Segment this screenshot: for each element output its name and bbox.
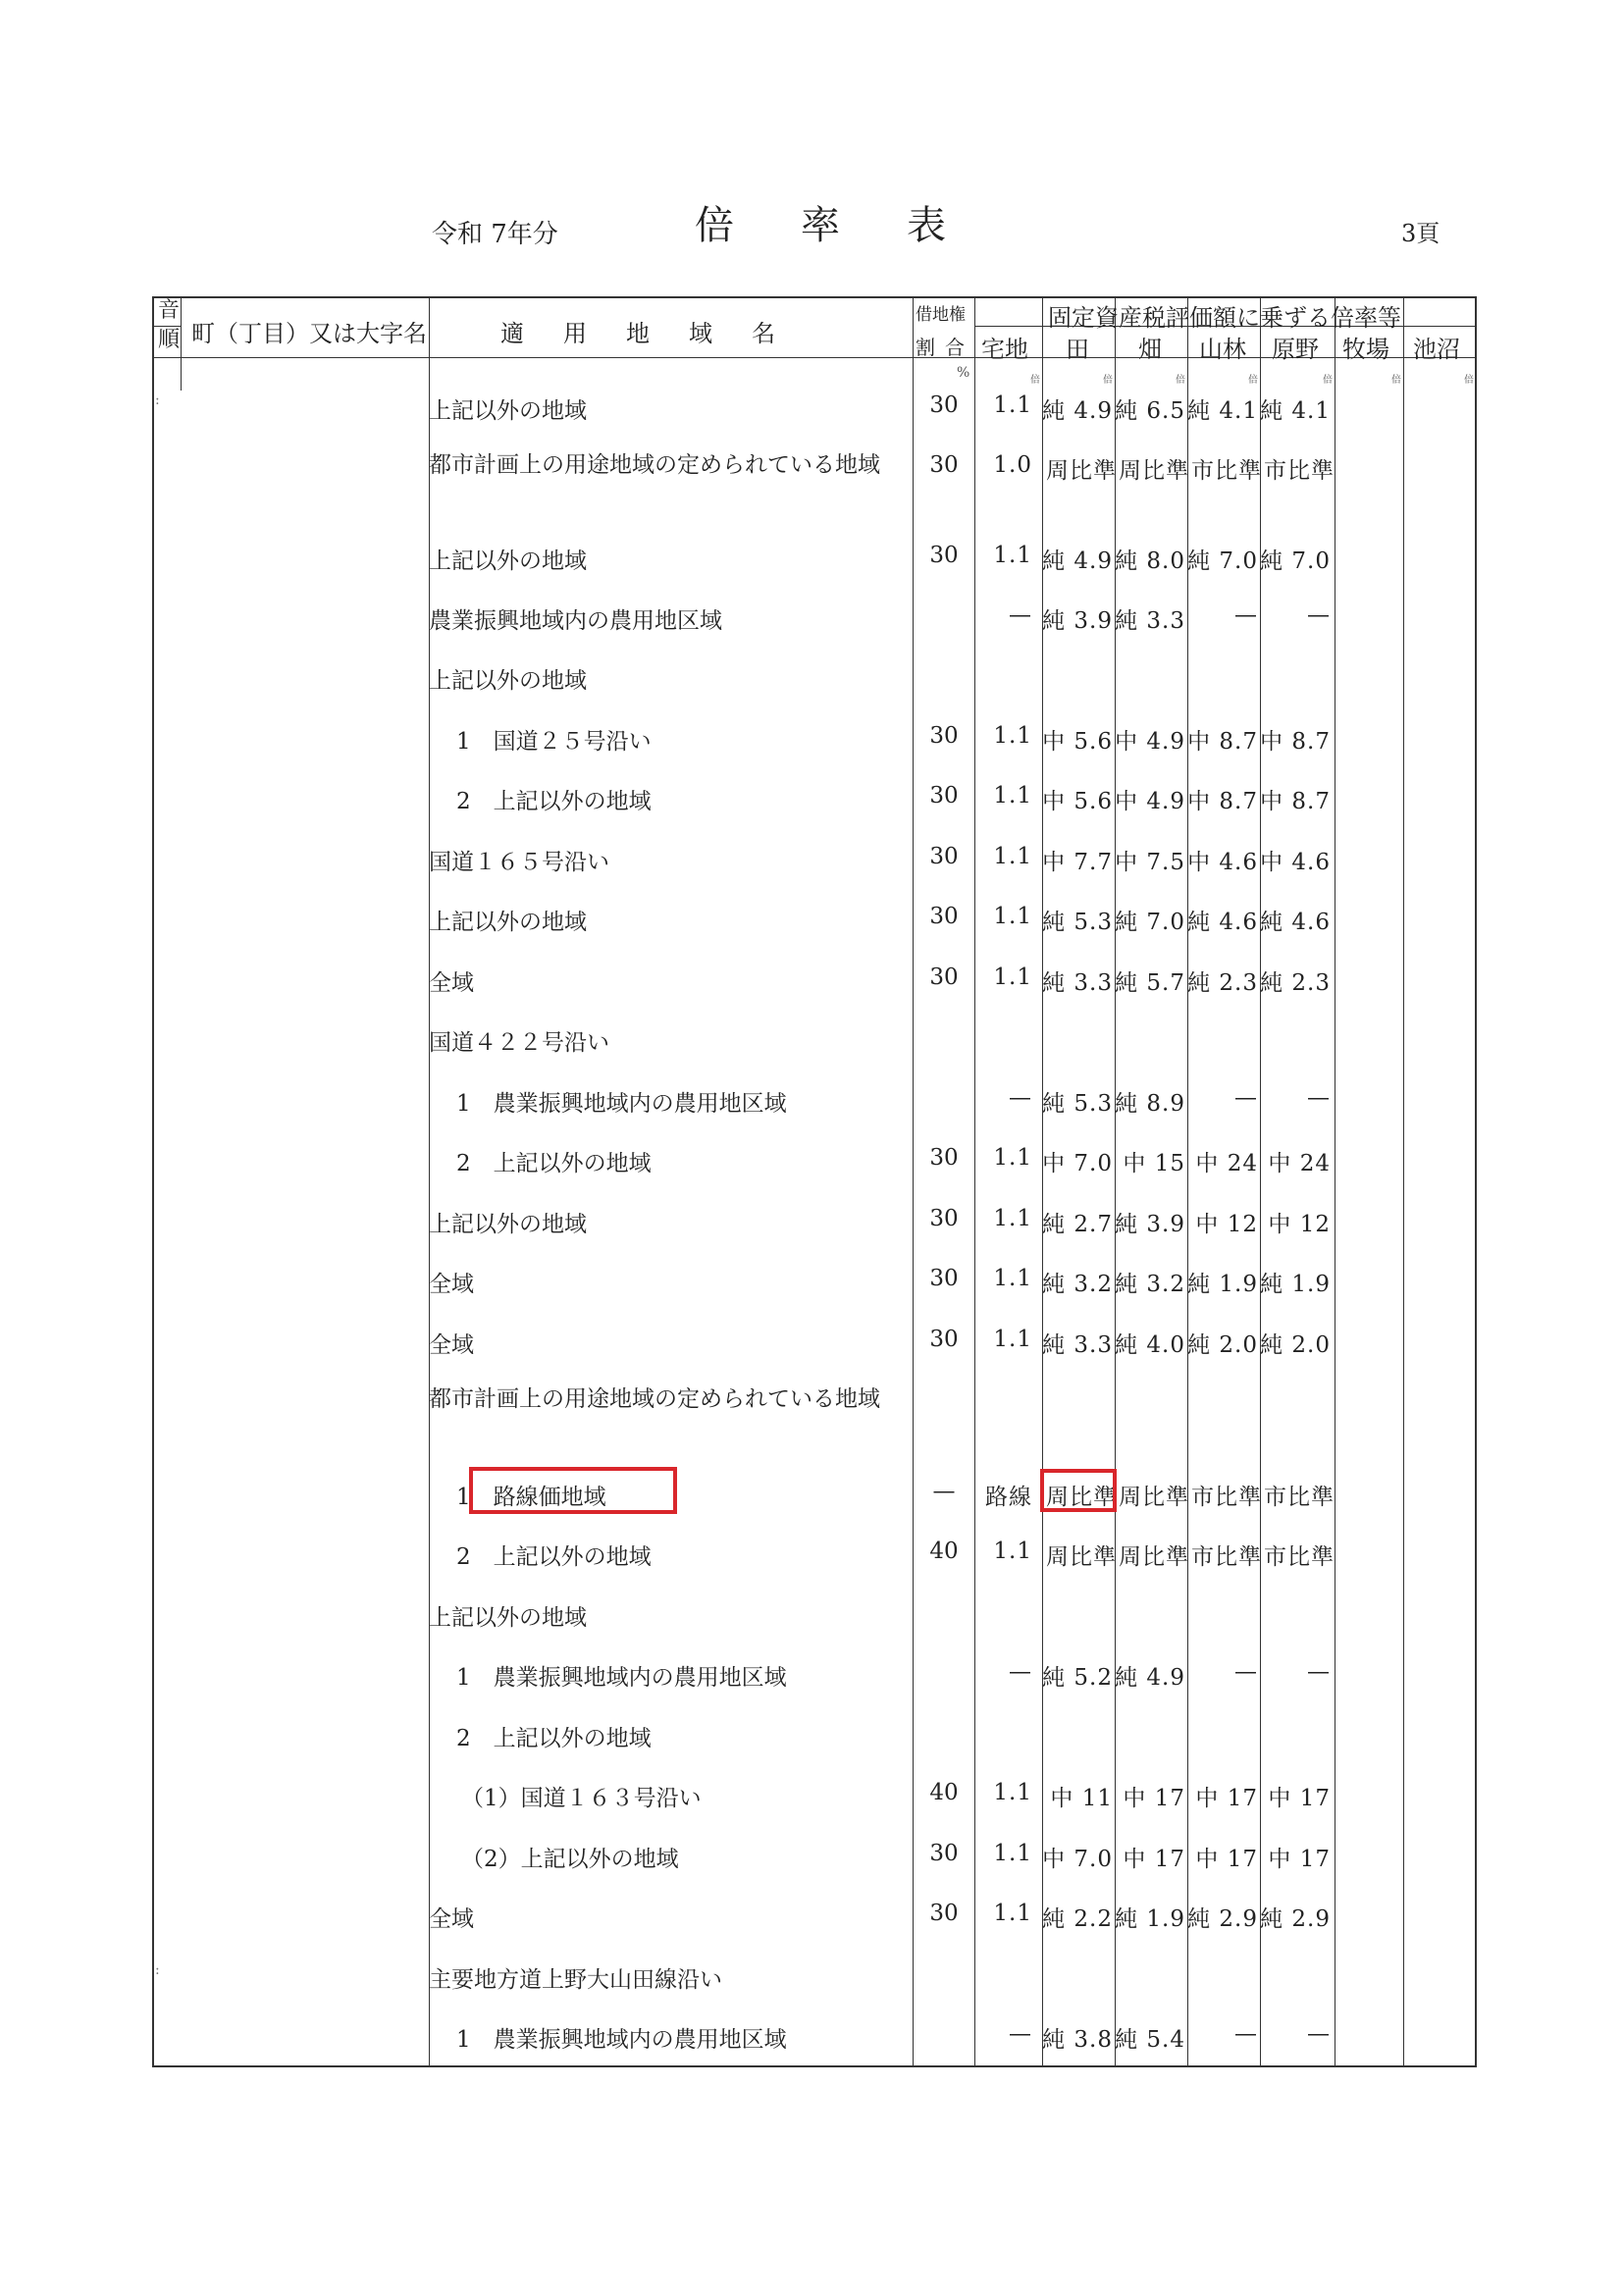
rate-takuchi: — (1009, 2021, 1032, 2047)
table-row (0, 392, 1623, 432)
area-name: （1）国道１６３号沿い (461, 1786, 702, 1811)
bai-unit-takuchi: 倍 (1030, 375, 1040, 386)
area-name: 全域 (429, 1272, 474, 1297)
rate-sanrin: 中 4.6 (1187, 850, 1258, 875)
col-chisho-header: 池沼 (1413, 336, 1460, 363)
table-row (0, 2021, 1623, 2061)
lease-ratio: 30 (929, 723, 959, 749)
table-row (0, 1386, 1623, 1426)
lease-ratio: 40 (929, 1780, 959, 1805)
table-row (0, 1327, 1623, 1366)
lease-ratio: 40 (929, 1539, 959, 1564)
rate-sanrin: — (1234, 1085, 1258, 1111)
area-name: 1 国道２５号沿い (456, 729, 652, 755)
col-rule-order (181, 296, 182, 391)
rate-takuchi: 1.1 (993, 844, 1032, 869)
rate-hata: 純 6.5 (1115, 398, 1185, 424)
rate-ta: 中 5.6 (1042, 789, 1113, 814)
rate-hata: 純 1.9 (1115, 1906, 1185, 1932)
lease-ratio: 30 (929, 844, 959, 869)
rate-hata: 純 3.2 (1115, 1272, 1185, 1297)
rate-ta: 純 4.9 (1042, 548, 1113, 574)
table-row (0, 844, 1623, 883)
area-name: （2）上記以外の地域 (461, 1847, 679, 1872)
rate-genya: 市比準 (1264, 1544, 1335, 1570)
bai-unit-chisho: 倍 (1464, 375, 1474, 386)
col-lease-header-bottom: 割合 (916, 336, 974, 359)
rate-ta: 純 3.9 (1042, 608, 1113, 634)
area-name: 2 上記以外の地域 (456, 1726, 652, 1751)
margin-tick: : (155, 392, 160, 408)
lease-ratio: 30 (929, 1145, 959, 1171)
table-row (0, 783, 1623, 822)
rate-hata: 純 3.3 (1115, 608, 1185, 634)
area-name: 上記以外の地域 (429, 548, 587, 574)
area-name: 全域 (429, 970, 474, 996)
rate-genya: — (1307, 2021, 1331, 2047)
bai-unit-bokujo: 倍 (1391, 375, 1401, 386)
rate-takuchi: 1.1 (993, 904, 1032, 929)
rate-takuchi: — (1009, 1085, 1032, 1111)
rate-hata: 中 17 (1123, 1847, 1185, 1872)
area-name: 2 上記以外の地域 (456, 1544, 652, 1570)
rate-sanrin: 純 2.9 (1187, 1906, 1258, 1932)
table-row (0, 1266, 1623, 1305)
rate-ta: 中 5.6 (1042, 729, 1113, 755)
rate-ta: 周比準 (1046, 458, 1117, 484)
table-row (0, 1720, 1623, 1759)
lease-ratio: 30 (929, 543, 959, 568)
rate-ta: 純 5.3 (1042, 910, 1113, 935)
rate-ta: 中 7.0 (1042, 1151, 1113, 1176)
rate-genya: 純 7.0 (1260, 548, 1331, 574)
rate-hata: 中 4.9 (1115, 729, 1185, 755)
rate-genya: 中 17 (1268, 1786, 1331, 1811)
rate-genya: 純 1.9 (1260, 1272, 1331, 1297)
col-genya-header: 原野 (1272, 336, 1319, 363)
rate-hata: 純 4.0 (1115, 1332, 1185, 1358)
area-name: 1 農業振興地域内の農用地区域 (456, 1665, 787, 1691)
area-name: 主要地方道上野大山田線沿い (429, 1967, 722, 1993)
rate-genya: — (1307, 602, 1331, 628)
rate-hata: 純 8.9 (1115, 1091, 1185, 1117)
lease-ratio: 30 (929, 1901, 959, 1926)
highlight-rosenka-area (469, 1467, 677, 1514)
col-sanrin-header: 山林 (1199, 336, 1246, 363)
table-row (0, 1539, 1623, 1578)
table-row (0, 662, 1623, 702)
table-row (0, 543, 1623, 582)
rate-takuchi: 1.0 (993, 452, 1032, 478)
table-row (0, 1659, 1623, 1698)
bai-unit-sanrin: 倍 (1248, 375, 1258, 386)
table-row (0, 1901, 1623, 1940)
rate-sanrin: 中 8.7 (1187, 729, 1258, 755)
rate-sanrin: 純 1.9 (1187, 1272, 1258, 1297)
lease-ratio: 30 (929, 965, 959, 990)
bai-unit-genya: 倍 (1323, 375, 1333, 386)
bai-unit-hata: 倍 (1176, 375, 1185, 386)
area-name: 農業振興地域内の農用地区域 (429, 608, 722, 634)
rate-sanrin: 純 4.6 (1187, 910, 1258, 935)
rate-genya: — (1307, 1085, 1331, 1111)
rate-takuchi: 1.1 (993, 1327, 1032, 1352)
rate-genya: 純 4.1 (1260, 398, 1331, 424)
rate-takuchi: 1.1 (993, 1841, 1032, 1866)
pct-unit: % (957, 365, 970, 381)
rate-genya: 中 8.7 (1260, 729, 1331, 755)
table-row (0, 1145, 1623, 1184)
rate-sanrin: 純 2.0 (1187, 1332, 1258, 1358)
area-name: 上記以外の地域 (429, 668, 587, 694)
area-name: 2 上記以外の地域 (456, 789, 652, 814)
rate-ta: 中 7.7 (1042, 850, 1113, 875)
table-row (0, 1780, 1623, 1819)
table-row (0, 1085, 1623, 1124)
area-name: 都市計画上の用途地域の定められている地域 (429, 1386, 880, 1412)
col-lease-header-top: 借地権 (916, 305, 966, 325)
rate-sanrin: 中 24 (1195, 1151, 1258, 1176)
lease-ratio: 30 (929, 1841, 959, 1866)
col-takuchi-header: 宅地 (981, 336, 1028, 363)
rate-ta: 純 4.9 (1042, 398, 1113, 424)
table-row (0, 1961, 1623, 2001)
lease-ratio: 30 (929, 1206, 959, 1231)
rate-hata: 純 5.7 (1115, 970, 1185, 996)
rate-ta: 純 2.7 (1042, 1212, 1113, 1237)
rate-genya: 市比準 (1264, 458, 1335, 484)
rate-takuchi: 1.1 (993, 1780, 1032, 1805)
table-row (0, 452, 1623, 492)
col-bokujo-header: 牧場 (1342, 336, 1389, 363)
rate-sanrin: 中 8.7 (1187, 789, 1258, 814)
rate-ta: 純 3.8 (1042, 2027, 1113, 2053)
rate-ta: 周比準 (1046, 1485, 1117, 1510)
rate-genya: 中 8.7 (1260, 789, 1331, 814)
lease-ratio: 30 (929, 452, 959, 478)
col-ta-header: 田 (1066, 336, 1089, 363)
rate-takuchi: 1.1 (993, 1901, 1032, 1926)
rate-takuchi: 1.1 (993, 392, 1032, 418)
lease-ratio: 30 (929, 1327, 959, 1352)
rate-sanrin: — (1234, 602, 1258, 628)
table-row (0, 1841, 1623, 1880)
rate-hata: 中 17 (1123, 1786, 1185, 1811)
rate-genya: 中 17 (1268, 1847, 1331, 1872)
area-name: 都市計画上の用途地域の定められている地域 (429, 452, 880, 478)
rate-genya: 純 2.9 (1260, 1906, 1331, 1932)
rate-genya: 純 2.3 (1260, 970, 1331, 996)
rate-sanrin: 中 17 (1195, 1786, 1258, 1811)
area-name: 1 農業振興地域内の農用地区域 (456, 2027, 787, 2053)
rate-sanrin: 純 7.0 (1187, 548, 1258, 574)
rate-takuchi: 1.1 (993, 783, 1032, 809)
table-row (0, 1024, 1623, 1064)
rate-takuchi: — (1009, 602, 1032, 628)
rate-takuchi: — (1009, 1659, 1032, 1685)
rate-sanrin: 中 17 (1195, 1847, 1258, 1872)
page-number: 3頁 (1401, 220, 1440, 247)
area-name: 2 上記以外の地域 (456, 1151, 652, 1176)
rate-takuchi: 1.1 (993, 1145, 1032, 1171)
rate-takuchi: 1.1 (993, 1266, 1032, 1291)
rate-ta: 純 5.2 (1042, 1665, 1113, 1691)
rate-ta: 純 2.2 (1042, 1906, 1113, 1932)
rate-takuchi: 1.1 (993, 1539, 1032, 1564)
rate-genya: 市比準 (1264, 1485, 1335, 1510)
rate-genya: 中 12 (1268, 1212, 1331, 1237)
lease-ratio: 30 (929, 1266, 959, 1291)
table-row (0, 904, 1623, 943)
area-name: 全域 (429, 1332, 474, 1358)
table-row (0, 1206, 1623, 1245)
rate-hata: 中 4.9 (1115, 789, 1185, 814)
rate-hata: 中 7.5 (1115, 850, 1185, 875)
rate-ta: 純 3.2 (1042, 1272, 1113, 1297)
area-name: 国道４２２号沿い (429, 1030, 609, 1056)
rate-sanrin: 純 2.3 (1187, 970, 1258, 996)
area-name: 1 路線価地域 (456, 1485, 606, 1510)
rate-sanrin: 純 4.1 (1187, 398, 1258, 424)
area-name: 1 農業振興地域内の農用地区域 (456, 1091, 787, 1117)
area-name: 上記以外の地域 (429, 910, 587, 935)
rate-sanrin: 市比準 (1191, 1544, 1262, 1570)
table-row (0, 965, 1623, 1004)
rate-sanrin: — (1234, 1659, 1258, 1685)
rate-takuchi: 1.1 (993, 543, 1032, 568)
col-hata-header: 畑 (1138, 336, 1162, 363)
rate-sanrin: — (1234, 2021, 1258, 2047)
rate-hata: 純 7.0 (1115, 910, 1185, 935)
rate-sanrin: 市比準 (1191, 458, 1262, 484)
area-name: 上記以外の地域 (429, 1605, 587, 1631)
table-row (0, 1599, 1623, 1639)
rate-hata: 純 4.9 (1115, 1665, 1185, 1691)
lease-ratio: 30 (929, 783, 959, 809)
rate-hata: 純 8.0 (1115, 548, 1185, 574)
rate-hata: 周比準 (1119, 458, 1189, 484)
area-name: 上記以外の地域 (429, 1212, 587, 1237)
rate-hata: 周比準 (1119, 1485, 1189, 1510)
area-name: 全域 (429, 1906, 474, 1932)
rate-hata: 周比準 (1119, 1544, 1189, 1570)
rate-genya: 純 4.6 (1260, 910, 1331, 935)
rate-genya: — (1307, 1659, 1331, 1685)
highlight-ta-value (1040, 1469, 1117, 1512)
area-name: 国道１６５号沿い (429, 850, 609, 875)
era-label: 令和 7年分 (432, 220, 558, 249)
rate-takuchi: 1.1 (993, 723, 1032, 749)
rate-genya: 中 4.6 (1260, 850, 1331, 875)
rate-ta: 純 5.3 (1042, 1091, 1113, 1117)
rate-hata: 中 15 (1123, 1151, 1185, 1176)
rate-genya: 中 24 (1268, 1151, 1331, 1176)
rate-ta: 純 3.3 (1042, 970, 1113, 996)
table-row (0, 602, 1623, 642)
lease-ratio: 30 (929, 392, 959, 418)
table-row (0, 723, 1623, 762)
rate-hata: 純 5.4 (1115, 2027, 1185, 2053)
rate-takuchi: 1.1 (993, 1206, 1032, 1231)
rate-ta: 純 3.3 (1042, 1332, 1113, 1358)
rate-takuchi: 路線 (985, 1485, 1032, 1510)
bai-unit-ta: 倍 (1103, 375, 1113, 386)
rate-ta: 周比準 (1046, 1544, 1117, 1570)
col-town-header: 町（丁目）又は大字名 (191, 320, 427, 347)
col-order-header: 音順 (157, 298, 180, 352)
lease-ratio: — (932, 1479, 956, 1504)
page-title: 倍率表 (695, 203, 1013, 248)
col-area-header: 適用地域名 (500, 320, 814, 347)
col-group-header: 固定資産税評価額に乗ずる倍率等 (1048, 304, 1401, 332)
rate-genya: 純 2.0 (1260, 1332, 1331, 1358)
rate-sanrin: 市比準 (1191, 1485, 1262, 1510)
rate-takuchi: 1.1 (993, 965, 1032, 990)
rate-ta: 中 7.0 (1042, 1847, 1113, 1872)
margin-tick: : (155, 1962, 160, 1978)
table-row (0, 1479, 1623, 1518)
rate-sanrin: 中 12 (1195, 1212, 1258, 1237)
area-name: 上記以外の地域 (429, 398, 587, 424)
rate-ta: 中 11 (1050, 1786, 1113, 1811)
rate-hata: 純 3.9 (1115, 1212, 1185, 1237)
lease-ratio: 30 (929, 904, 959, 929)
